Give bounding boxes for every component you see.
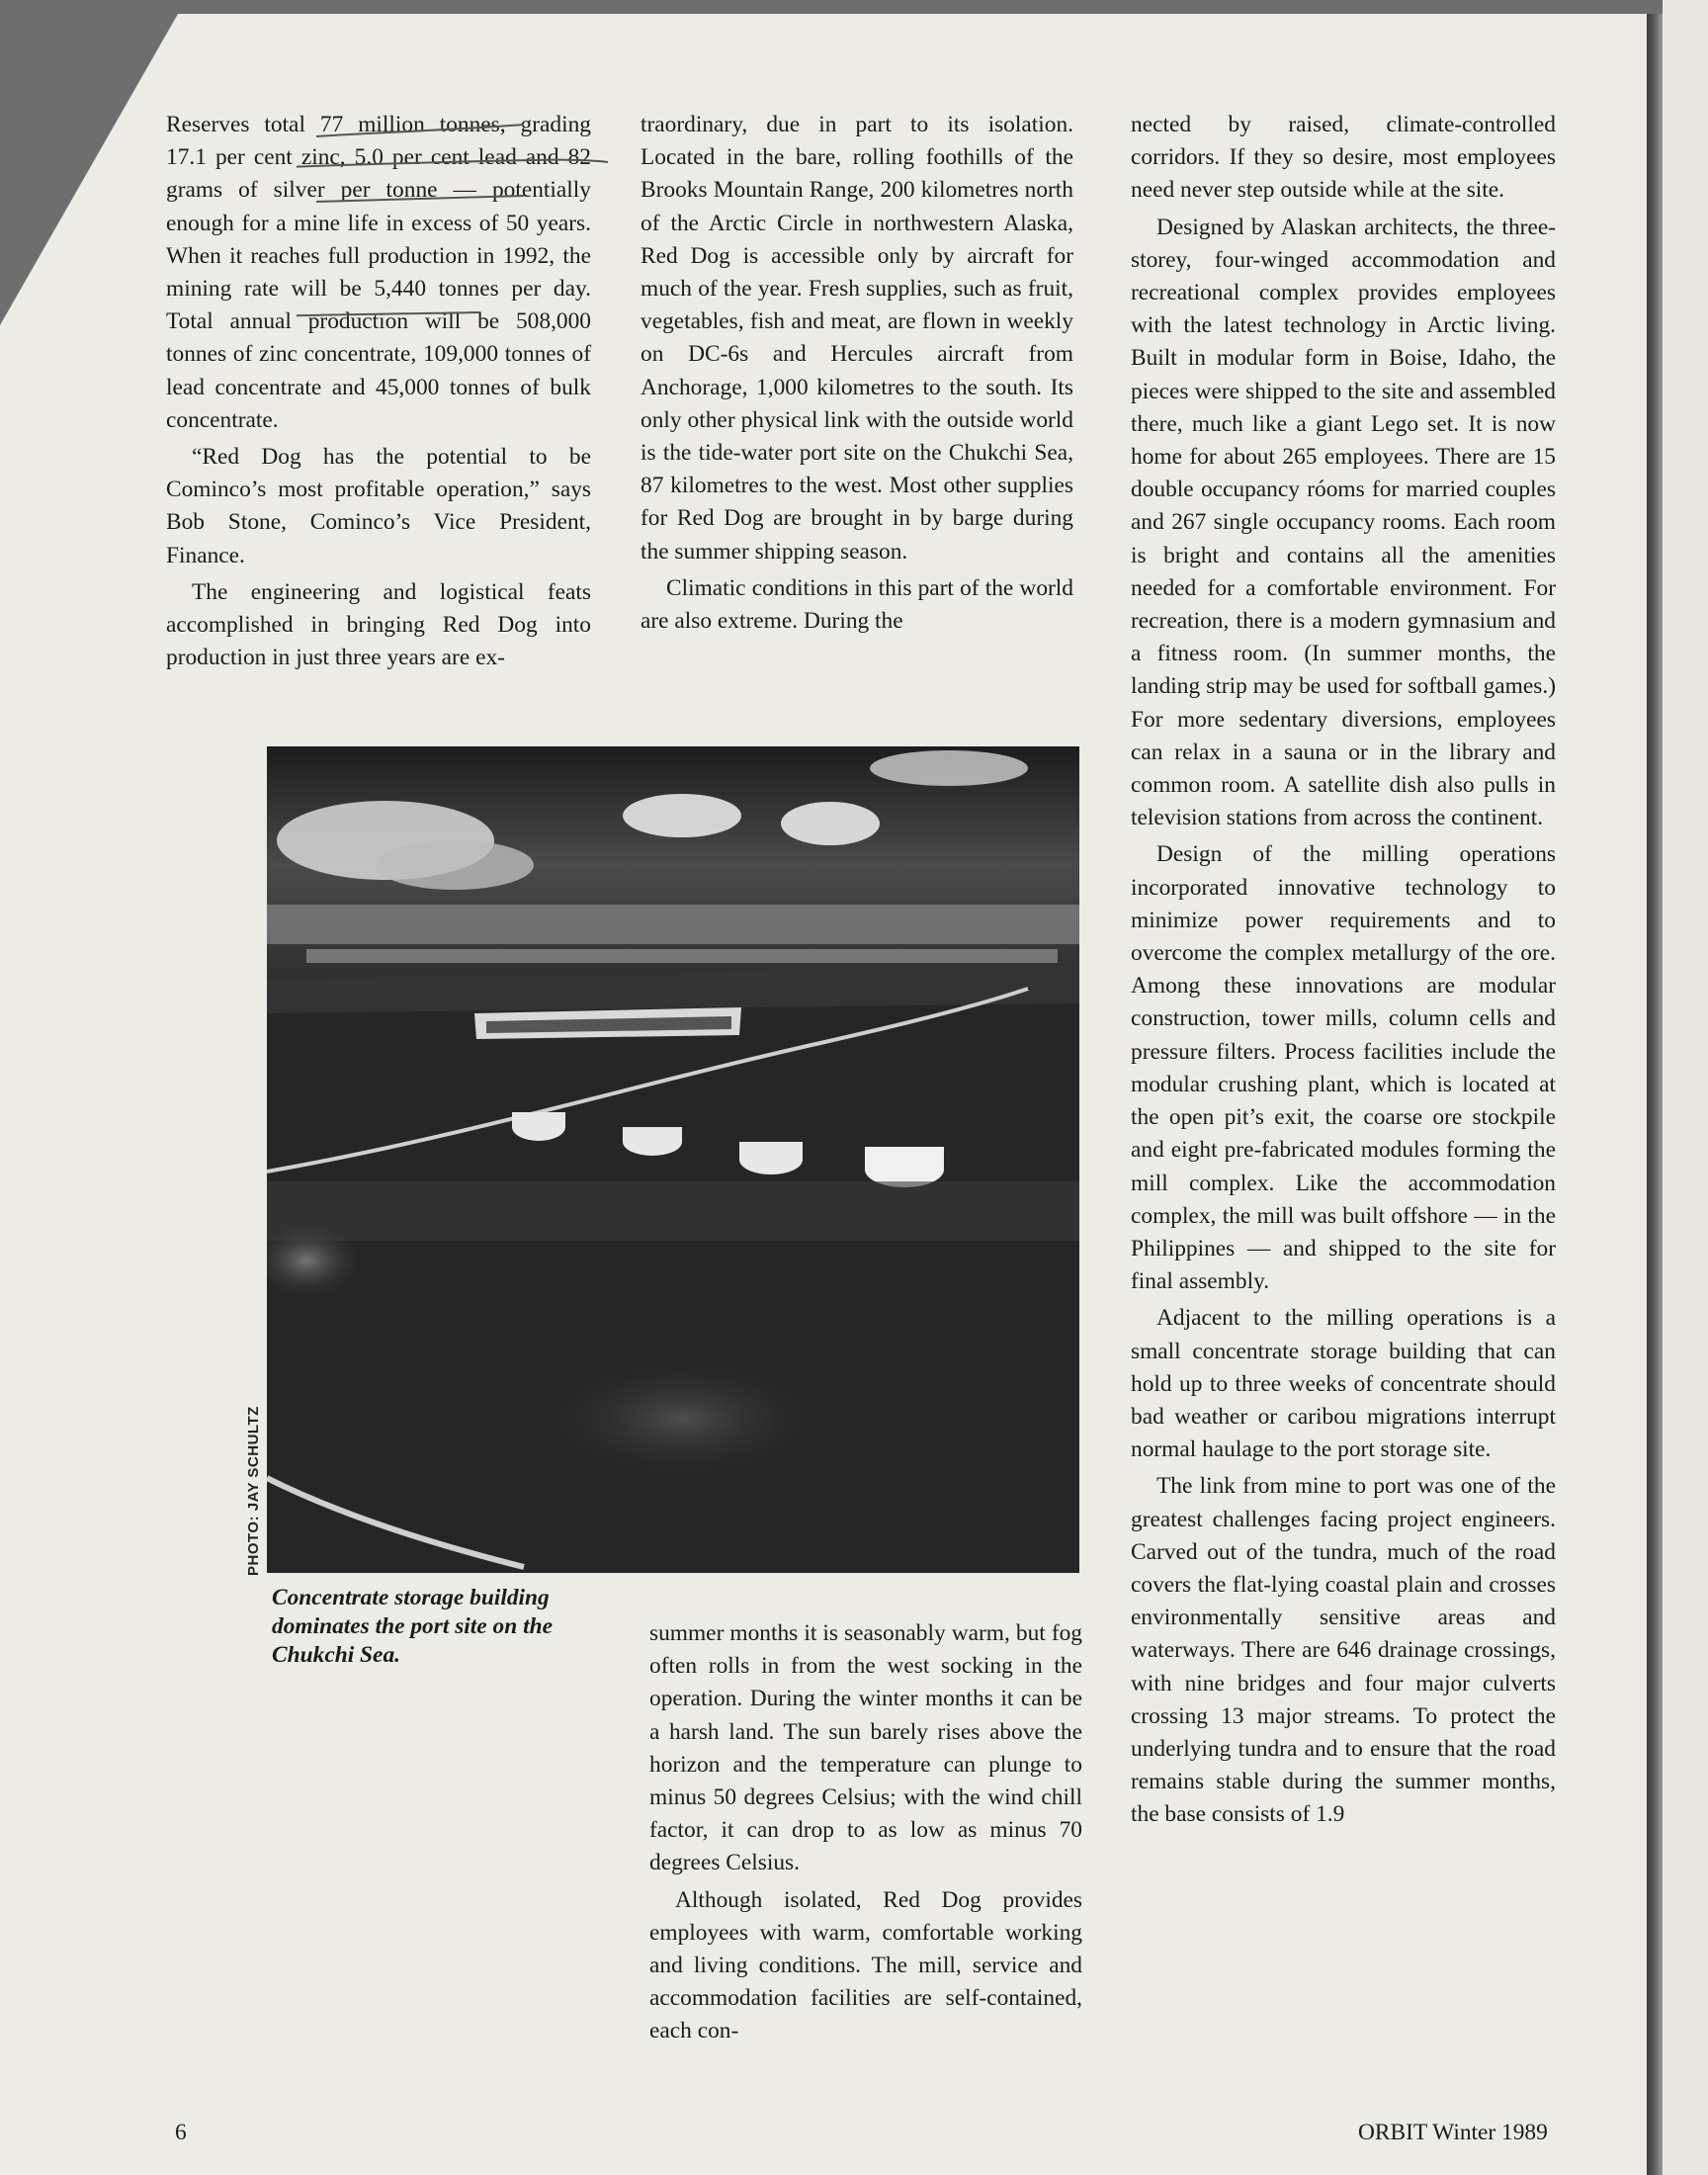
cloud: [623, 794, 741, 837]
background-edge: [1663, 0, 1708, 2175]
cloud: [376, 840, 534, 890]
col1-paragraph-3: The engineering and logistical feats accomplished in bringing Red Dog into production in just three years are ex-: [166, 578, 591, 671]
column-3: [1131, 109, 1556, 1832]
column-2-bottom: [649, 1617, 1082, 2048]
col1-paragraph-1: Reserves total 77 million tonnes, grading 17.1 per cent zinc, 5.0 per cent lead and 82 grams of silver per tonne — potentially enough for a mine life in excess of 50 years. When it reaches full production in 1992, the mining rate will be 5,440 tonnes per day. Total annual production will be 508,000 tonnes of zinc concentrate, 109,000 tonnes of lead concentrate and 45,000 tonnes of bulk concentrate.: [166, 112, 591, 433]
col3-paragraph-4: Adjacent to the milling operations is a small concentrate storage building that can hold up to three weeks of concentrate should bad weather or caribou migrations interrupt normal haulage to the port storage site.: [1131, 1305, 1556, 1463]
cloud: [781, 802, 880, 845]
publication-footer: ORBIT Winter 1989: [1358, 2120, 1548, 2145]
col2-paragraph-1: traordinary, due in part to its isolation. Located in the bare, rolling foothills of the Brooks Mountain Range, 200 kilometres north of the Arctic Circle in northwestern Alaska, Red Dog is accessible only by aircraft for much of the year. Fresh supplies, such as fruit, vegetables, fish and meat, are flown in weekly on DC-6s and Hercules aircraft from Anchorage, 1,000 kilometres to the south. Its only other physical link with the outside world is the tide-water port site on the Chukchi Sea, 87 kilometres to the west. Most other supplies for Red Dog are brought in by barge during the summer shipping season.: [640, 112, 1073, 565]
column-1: [166, 109, 591, 674]
port-site-photo-graphic: [267, 746, 1079, 1573]
cloud: [870, 750, 1028, 786]
col3-paragraph-2: Designed by Alaskan architects, the three-storey, four-winged accommodation and recreational complex provides employees with the latest technology in Arctic living. Built in modular form in Boise, Idaho, the pieces were shipped to the site and assembled there, much like a giant Lego set. It is now home for about 265 employees. There are 15 double occupancy róoms for married couples and 267 single occupancy rooms. Each room is bright and contains all the amenities needed for a comfortable environment. For recreation, there is a modern gymnasium and a fitness room. (In summer months, the landing strip may be used for softball games.) For more sedentary diversions, employees can relax in a sauna or in the library and common room. A satellite dish also pulls in television stations from across the continent.: [1131, 214, 1556, 831]
page-number: 6: [175, 2120, 187, 2145]
storage-tank: [865, 1147, 944, 1170]
col3-paragraph-5: The link from mine to port was one of the greatest challenges facing project engineers. Carved out of the tundra, much of the road covers the flat-lying coastal plain and crosses environmentally sensitive areas and waterways. There are 646 drainage crossings, with nine bridges and four major culverts crossing 13 major streams. To protect the underlying tundra and to ensure that the road remains stable during the summer months, the base consists of 1.9: [1131, 1473, 1556, 1828]
cloud-band: [306, 949, 1058, 963]
column-2-top: [640, 109, 1073, 638]
col1-paragraph-2: “Red Dog has the potential to be Cominco’s most profitable operation,” says Bob Stone, Cominco’s Vice President, Finance.: [166, 444, 591, 568]
storage-tank: [739, 1142, 803, 1160]
photo-caption: Concentrate storage building dominates the port site on the Chukchi Sea.: [272, 1585, 553, 1668]
col2-paragraph-4: Although isolated, Red Dog provides employees with warm, comfortable working and living conditions. The mill, service and accommodation facilities are self-contained, each con-: [649, 1886, 1082, 2044]
storage-tank: [512, 1112, 565, 1127]
port-site-photo: [267, 746, 1079, 1573]
col3-paragraph-3: Design of the milling operations incorporated innovative technology to minimize power requirements and to overcome the complex metallurgy of the ore. Among these innovations are modular construction, tower mills, column cells and pressure filters. Process facilities include the modular crushing plant, which is located at the open pit’s exit, the coarse ore stockpile and eight pre-fabricated modules forming the mill complex. Like the accommodation complex, the mill was built offshore — in the Philippines — and shipped to the site for final assembly.: [1131, 841, 1556, 1295]
land: [267, 979, 1079, 1573]
facility-area: [267, 1181, 1079, 1241]
cloud-band: [267, 905, 1079, 944]
col2-paragraph-3: summer months it is seasonably warm, but fog often rolls in from the west socking in the operation. During the winter months it can be a harsh land. The sun barely rises above the horizon and the temperature can plunge to minus 50 degrees Celsius; with the wind chill factor, it can drop to as low as minus 70 degrees Celsius.: [649, 1620, 1082, 1876]
col2-paragraph-2: Climatic conditions in this part of the world are also extreme. During the: [640, 574, 1073, 635]
photo-credit-text: PHOTO: JAY SCHULTZ: [245, 1406, 262, 1576]
col3-paragraph-1: nected by raised, climate-controlled corridors. If they so desire, most employees need never step outside while at the site.: [1131, 112, 1556, 204]
storage-tank: [623, 1127, 682, 1142]
fog-patch: [544, 1359, 820, 1478]
